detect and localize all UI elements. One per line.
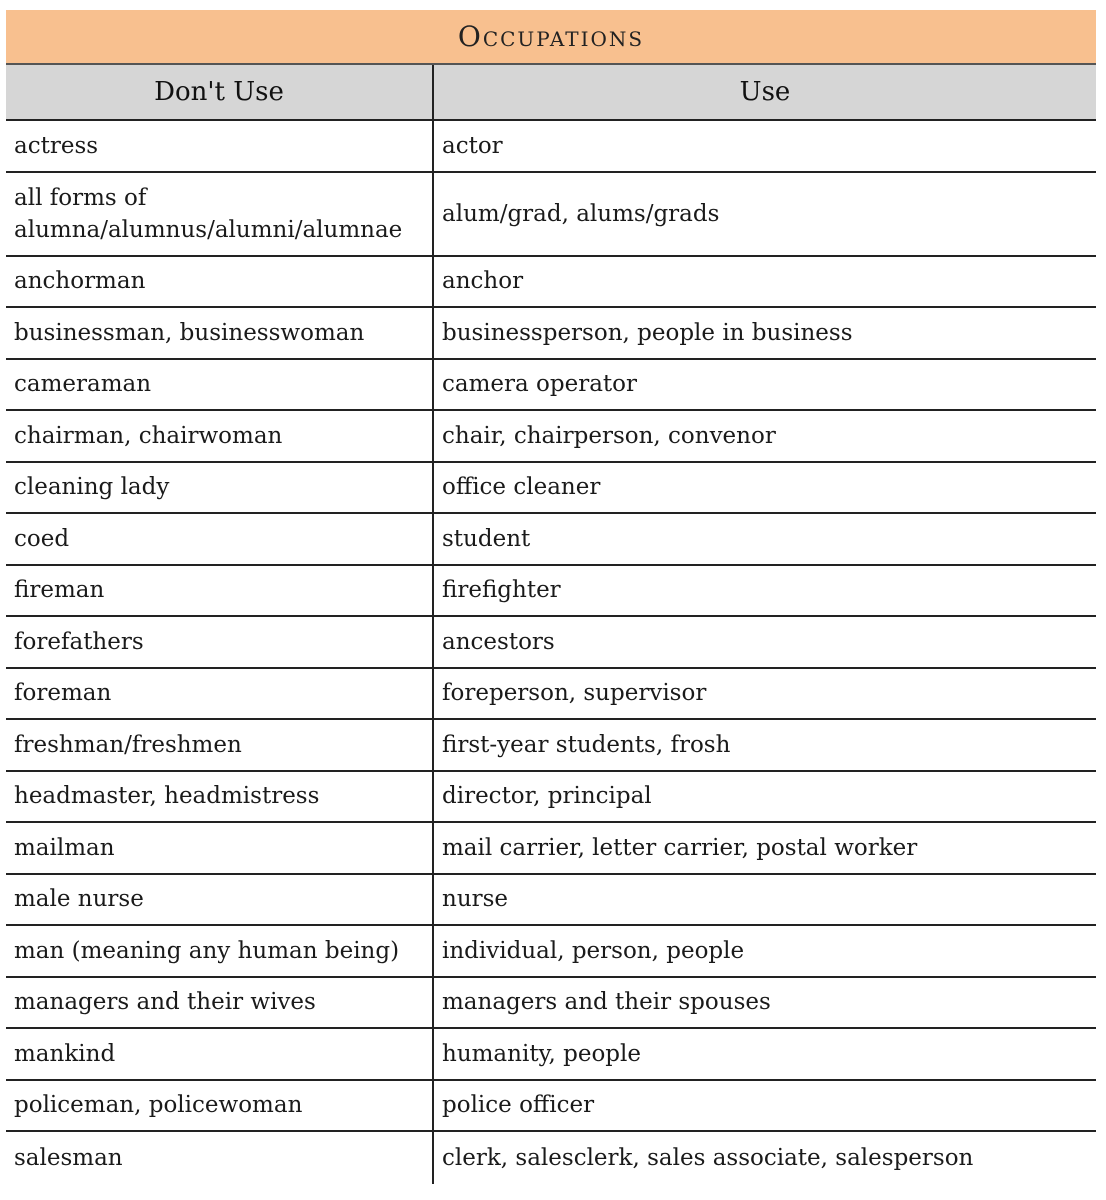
table-row — [6, 720, 1096, 772]
dont-use-cell: salesman — [6, 1132, 434, 1184]
table-row — [6, 617, 1096, 669]
table-row — [6, 411, 1096, 463]
dont-use-cell: cameraman — [6, 360, 434, 410]
use-cell: camera operator — [442, 371, 638, 398]
table-row — [6, 669, 1096, 721]
table-title-bar — [6, 10, 1096, 65]
use-cell: ancestors — [442, 628, 555, 655]
dont-use-cell: businessman, businesswoman — [6, 308, 434, 358]
dont-use-cell: man (meaning any human being) — [6, 926, 434, 976]
dont-use-cell: fireman — [6, 566, 434, 616]
table-header-row — [6, 65, 1096, 121]
use-cell: office cleaner — [442, 474, 601, 501]
use-cell: managers and their spouses — [442, 989, 771, 1016]
table-row — [6, 173, 1096, 257]
use-cell: director, principal — [442, 783, 652, 810]
table-row — [6, 926, 1096, 978]
table-row — [6, 1029, 1096, 1081]
table-row — [6, 772, 1096, 824]
dont-use-cell: chairman, chairwoman — [6, 411, 434, 461]
dont-use-cell: freshman/freshmen — [6, 720, 434, 770]
use-cell: first-year students, frosh — [442, 731, 731, 758]
dont-use-cell: anchorman — [6, 257, 434, 307]
table-row — [6, 566, 1096, 618]
dont-use-cell: male nurse — [6, 875, 434, 925]
use-cell: police officer — [442, 1092, 595, 1119]
table-row — [6, 1081, 1096, 1133]
table-row — [6, 308, 1096, 360]
header-use: Use — [739, 77, 791, 107]
table-row — [6, 360, 1096, 412]
dont-use-cell: headmaster, headmistress — [6, 772, 434, 822]
table-row — [6, 823, 1096, 875]
use-cell: chair, chairperson, convenor — [442, 422, 776, 449]
occupations-table — [6, 10, 1096, 1184]
use-cell: clerk, salesclerk, sales associate, salesperson — [442, 1144, 974, 1171]
use-cell: alum/grad, alums/grads — [442, 200, 720, 227]
use-cell: anchor — [442, 268, 524, 295]
dont-use-cell: policeman, policewoman — [6, 1081, 434, 1131]
use-cell: foreperson, supervisor — [442, 680, 707, 707]
dont-use-cell: actress — [6, 121, 434, 171]
table-row — [6, 1132, 1096, 1184]
use-cell: mail carrier, letter carrier, postal worker — [442, 834, 918, 861]
dont-use-cell: cleaning lady — [6, 463, 434, 513]
table-row — [6, 978, 1096, 1030]
table-title: Occupations — [457, 20, 645, 53]
dont-use-cell: coed — [6, 514, 434, 564]
dont-use-cell: forefathers — [6, 617, 434, 667]
use-cell: humanity, people — [442, 1040, 641, 1067]
use-cell: student — [442, 525, 531, 552]
dont-use-cell: foreman — [6, 669, 434, 719]
table-row — [6, 875, 1096, 927]
use-cell: nurse — [442, 886, 509, 913]
dont-use-cell: managers and their wives — [6, 978, 434, 1028]
use-cell: businessperson, people in business — [442, 319, 853, 346]
use-cell: individual, person, people — [442, 937, 745, 964]
table-body — [6, 121, 1096, 1184]
table-row — [6, 463, 1096, 515]
dont-use-cell: mailman — [6, 823, 434, 873]
use-cell: firefighter — [442, 577, 561, 604]
table-row — [6, 121, 1096, 173]
header-dont-use: Don't Use — [6, 65, 434, 119]
table-row — [6, 514, 1096, 566]
use-cell: actor — [442, 132, 503, 159]
dont-use-cell: mankind — [6, 1029, 434, 1079]
table-row — [6, 257, 1096, 309]
dont-use-cell: all forms of alumna/alumnus/alumni/alumnae — [6, 173, 434, 255]
